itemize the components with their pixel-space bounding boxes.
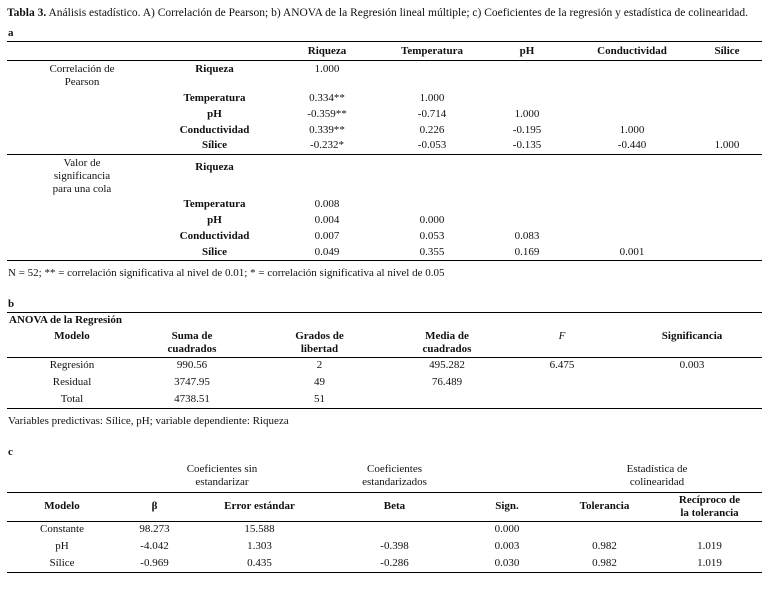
group-label: Correlación de Pearson: [49, 63, 115, 89]
value-cell: [692, 122, 762, 138]
col-header-f: F: [502, 329, 622, 358]
panel-c-label: c: [8, 445, 13, 458]
value-cell: 6.475: [549, 359, 575, 372]
value-cell: [692, 245, 762, 261]
table-title-row: [7, 313, 762, 329]
value-cell: 0.004: [314, 214, 340, 227]
value-cell: 0.169: [482, 245, 572, 261]
value-cell: 0.007: [314, 230, 340, 243]
value-cell: [502, 391, 622, 408]
table-row: [7, 245, 762, 261]
row-header: Riqueza: [195, 63, 234, 76]
col-header-sign: Sign.: [462, 492, 552, 521]
value-cell: 49: [314, 376, 325, 389]
row-header: Conductividad: [179, 230, 250, 243]
table-header-row: [7, 329, 762, 358]
value-cell: 990.56: [176, 359, 208, 372]
value-cell: 0.003: [679, 359, 705, 372]
value-cell: [657, 521, 762, 538]
row-header: Conductividad: [179, 123, 250, 136]
value-cell: 15.588: [244, 523, 275, 536]
table-row: [7, 538, 762, 555]
col-header-modelo: Modelo: [7, 492, 117, 521]
value-cell: -0.440: [572, 138, 692, 154]
value-cell: 0.003: [494, 540, 520, 553]
value-cell: 3747.95: [174, 376, 210, 389]
row-label: Residual: [52, 376, 92, 389]
value-cell: -0.232*: [272, 138, 382, 154]
value-cell: [572, 61, 692, 79]
value-cell: -0.195: [512, 123, 542, 136]
table-row: [7, 555, 762, 572]
value-cell: 0.001: [572, 245, 692, 261]
table-row: [7, 229, 762, 245]
group-header-sin-estandarizar: Coeficientes sin estandarizar: [117, 460, 327, 493]
value-cell: [552, 521, 657, 538]
col-header-media: Media de cuadrados: [392, 329, 502, 358]
value-cell: -4.042: [140, 540, 169, 553]
table-row: [7, 90, 762, 106]
value-cell: 0.339**: [309, 123, 345, 136]
col-header-riqueza: Riqueza: [272, 42, 382, 61]
value-cell: [692, 90, 762, 106]
value-cell: 1.019: [657, 555, 762, 572]
group-header-row: [7, 460, 762, 493]
row-label: Regresión: [49, 359, 95, 372]
col-header-beta: Beta: [327, 492, 462, 521]
row-label: Sílice: [7, 555, 117, 572]
table-row: [7, 374, 762, 391]
value-cell: 1.000: [514, 107, 540, 120]
table-row: [7, 391, 762, 408]
col-header-conductividad: Conductividad: [572, 42, 692, 61]
value-cell: [622, 374, 762, 391]
value-cell: [572, 197, 692, 213]
value-cell: -0.286: [327, 555, 462, 572]
value-cell: [392, 391, 502, 408]
row-header: pH: [207, 107, 222, 120]
value-cell: 51: [247, 391, 392, 408]
value-cell: [482, 213, 572, 229]
regression-coefficients-table: [7, 460, 762, 573]
table-caption: [7, 6, 762, 21]
row-header: Temperatura: [183, 91, 246, 104]
row-label: pH: [55, 540, 69, 553]
value-cell: [572, 90, 692, 106]
col-header-grados: Grados de libertad: [247, 329, 392, 358]
row-label: Total: [7, 391, 137, 408]
pearson-correlation-table: [7, 41, 762, 261]
value-cell: [327, 521, 462, 538]
value-cell: [692, 213, 762, 229]
value-cell: 76.489: [431, 376, 463, 389]
value-cell: 1.000: [619, 123, 645, 136]
value-cell: [482, 61, 572, 79]
row-header: Sílice: [157, 138, 272, 154]
value-cell: -0.053: [382, 138, 482, 154]
value-cell: 495.282: [429, 359, 465, 372]
row-header: pH: [207, 214, 222, 227]
value-cell: 0.355: [382, 245, 482, 261]
col-header-tolerancia: Tolerancia: [552, 492, 657, 521]
table-header-row: [7, 42, 762, 61]
row-header: Riqueza: [195, 160, 234, 173]
value-cell: 0.053: [419, 230, 445, 243]
table-a-footnote: N = 52; ** = correlación significativa al nivel de 0.01; * = correlación significativa al nivel de 0.05: [8, 267, 445, 280]
table-row: [7, 61, 762, 79]
value-cell: -0.714: [417, 107, 447, 120]
caption-label: Tabla 3.: [7, 7, 47, 19]
value-cell: -0.398: [380, 540, 409, 553]
value-cell: [692, 61, 762, 79]
row-header: Temperatura: [183, 198, 246, 211]
col-header-temperatura: Temperatura: [382, 42, 482, 61]
value-cell: 0.008: [314, 198, 340, 211]
value-cell: [692, 154, 762, 180]
table-row: [7, 357, 762, 374]
value-cell: [502, 374, 622, 391]
anova-table: [7, 312, 762, 409]
col-header-suma: Suma de cuadrados: [137, 329, 247, 358]
table-row: [7, 521, 762, 538]
table-row: [7, 138, 762, 154]
value-cell: 0.982: [552, 555, 657, 572]
col-header-ph: pH: [482, 42, 572, 61]
col-header-error-estandar: Error estándar: [192, 492, 327, 521]
group-label: Valor de significancia para una cola: [52, 156, 112, 195]
value-cell: [692, 229, 762, 245]
value-cell: [382, 61, 482, 79]
value-cell: -0.135: [482, 138, 572, 154]
value-cell: 0.030: [462, 555, 552, 572]
table-b-footnote: Variables predictivas: Sílice, pH; variable dependiente: Riqueza: [8, 414, 289, 427]
value-cell: 0.000: [494, 523, 520, 536]
panel-b-label: b: [8, 298, 15, 311]
col-header-significancia: Significancia: [622, 329, 762, 358]
table-row: [7, 213, 762, 229]
value-cell: [572, 154, 692, 180]
table-title: ANOVA de la Regresión: [7, 313, 762, 329]
value-cell: [572, 106, 692, 122]
value-cell: 0.083: [514, 230, 540, 243]
value-cell: -0.359**: [307, 107, 347, 120]
value-cell: 0.982: [592, 540, 617, 553]
value-cell: [692, 106, 762, 122]
value-cell: -0.969: [117, 555, 192, 572]
col-header-silice: Sílice: [692, 42, 762, 61]
value-cell: [382, 154, 482, 180]
value-cell: 98.273: [139, 523, 170, 536]
value-cell: [482, 90, 572, 106]
table-header-row: [7, 492, 762, 521]
row-header: Sílice: [157, 245, 272, 261]
row-label: Constante: [40, 523, 84, 536]
value-cell: 4738.51: [137, 391, 247, 408]
value-cell: 0.226: [419, 123, 445, 136]
value-cell: [482, 154, 572, 180]
value-cell: 1.000: [314, 63, 340, 76]
group-header-estandarizados: Coeficientes estandarizados: [327, 460, 462, 493]
value-cell: [572, 229, 692, 245]
value-cell: 2: [316, 359, 323, 372]
panel-a-label: a: [8, 27, 14, 40]
value-cell: [272, 154, 382, 180]
value-cell: [622, 391, 762, 408]
col-header-modelo: Modelo: [7, 329, 137, 358]
table-row: [7, 154, 762, 180]
group-label-cell: [7, 154, 157, 197]
value-cell: 1.000: [419, 91, 445, 104]
table-row: [7, 106, 762, 122]
value-cell: 0.049: [272, 245, 382, 261]
value-cell: 1.000: [692, 138, 762, 154]
value-cell: [572, 213, 692, 229]
value-cell: 1.303: [247, 540, 272, 553]
value-cell: 0.000: [419, 214, 445, 227]
value-cell: [382, 197, 482, 213]
group-label-cell: [7, 61, 157, 91]
col-header-beta-coef: β: [117, 492, 192, 521]
caption-text: Análisis estadístico. A) Correlación de Pearson; b) ANOVA de la Regresión lineal múltiple; c) Coeficientes de la regresión y estadística de colinearidad.: [48, 7, 748, 19]
value-cell: 1.019: [697, 540, 722, 553]
value-cell: [692, 197, 762, 213]
value-cell: 0.334**: [309, 91, 345, 104]
col-header-reciproco: Recíproco de la tolerancia: [657, 492, 762, 521]
group-header-colinearidad: Estadística de colinearidad: [552, 460, 762, 493]
value-cell: [482, 197, 572, 213]
table-row: [7, 122, 762, 138]
value-cell: 0.435: [192, 555, 327, 572]
table-row: [7, 197, 762, 213]
